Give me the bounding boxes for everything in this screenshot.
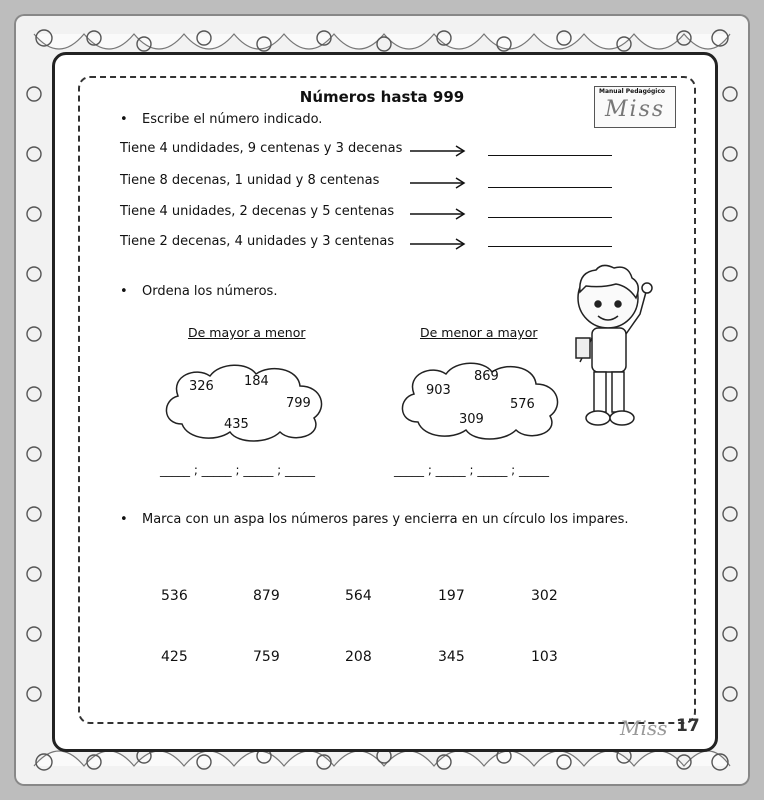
arrow-right-icon xyxy=(410,238,466,250)
exercise-item-3: Tiene 4 unidades, 2 decenas y 5 centenas xyxy=(120,204,395,219)
number-item[interactable]: 302 xyxy=(531,588,558,604)
page-title: Números hasta 999 xyxy=(299,88,465,106)
section2-instruction-text: Ordena los números. xyxy=(142,284,278,299)
number-item[interactable]: 345 xyxy=(438,649,465,665)
exercise-item-4: Tiene 2 decenas, 4 unidades y 3 centenas xyxy=(120,234,395,249)
logo-text: Miss xyxy=(605,97,666,122)
left-order-title: De mayor a menor xyxy=(188,325,306,340)
exercise-item-2: Tiene 8 decenas, 1 unidad y 8 centenas xyxy=(120,173,380,188)
number-item[interactable]: 197 xyxy=(438,588,465,604)
bullet-icon: • xyxy=(120,284,128,299)
cloud-number: 326 xyxy=(189,379,214,394)
number-item[interactable]: 564 xyxy=(345,588,372,604)
publisher-logo xyxy=(594,86,676,128)
exercise-item-1: Tiene 4 undidades, 9 centenas y 3 decenas xyxy=(120,141,403,156)
page-number: 17 xyxy=(676,716,700,736)
number-item[interactable]: 103 xyxy=(531,649,558,665)
section1-instruction-text: Escribe el número indicado. xyxy=(142,112,323,127)
number-item[interactable]: 759 xyxy=(253,649,280,665)
cloud-number: 869 xyxy=(474,369,499,384)
answer-line[interactable] xyxy=(488,246,612,247)
cloud-number: 903 xyxy=(426,383,451,398)
logo-subtitle: Manual Pedagógico xyxy=(599,88,666,95)
child-illustration xyxy=(572,262,656,432)
cloud-number: 309 xyxy=(459,412,484,427)
section1-instruction xyxy=(120,112,322,127)
number-item[interactable]: 879 xyxy=(253,588,280,604)
bullet-icon: • xyxy=(120,512,128,527)
number-item[interactable]: 425 xyxy=(161,649,188,665)
section3-instruction xyxy=(120,512,629,527)
answer-line[interactable] xyxy=(488,187,612,188)
cloud-number: 435 xyxy=(224,417,249,432)
bullet-icon: • xyxy=(120,112,128,127)
left-answer-blanks[interactable]: _____ ; _____ ; _____ ; _____ xyxy=(160,463,316,477)
arrow-right-icon xyxy=(410,208,466,220)
cloud-number: 576 xyxy=(510,397,535,412)
footer-logo: Miss xyxy=(620,716,668,740)
section2-instruction xyxy=(120,284,277,299)
answer-line[interactable] xyxy=(488,217,612,218)
right-order-title: De menor a mayor xyxy=(420,325,538,340)
number-item[interactable]: 208 xyxy=(345,649,372,665)
section3-instruction-text: Marca con un aspa los números pares y encierra en un círculo los impares. xyxy=(142,512,629,527)
answer-line[interactable] xyxy=(488,155,612,156)
cloud-number: 184 xyxy=(244,374,269,389)
arrow-right-icon xyxy=(410,145,466,157)
arrow-right-icon xyxy=(410,177,466,189)
cloud-number: 799 xyxy=(286,396,311,411)
right-answer-blanks[interactable]: _____ ; _____ ; _____ ; _____ xyxy=(394,463,550,477)
number-item[interactable]: 536 xyxy=(161,588,188,604)
